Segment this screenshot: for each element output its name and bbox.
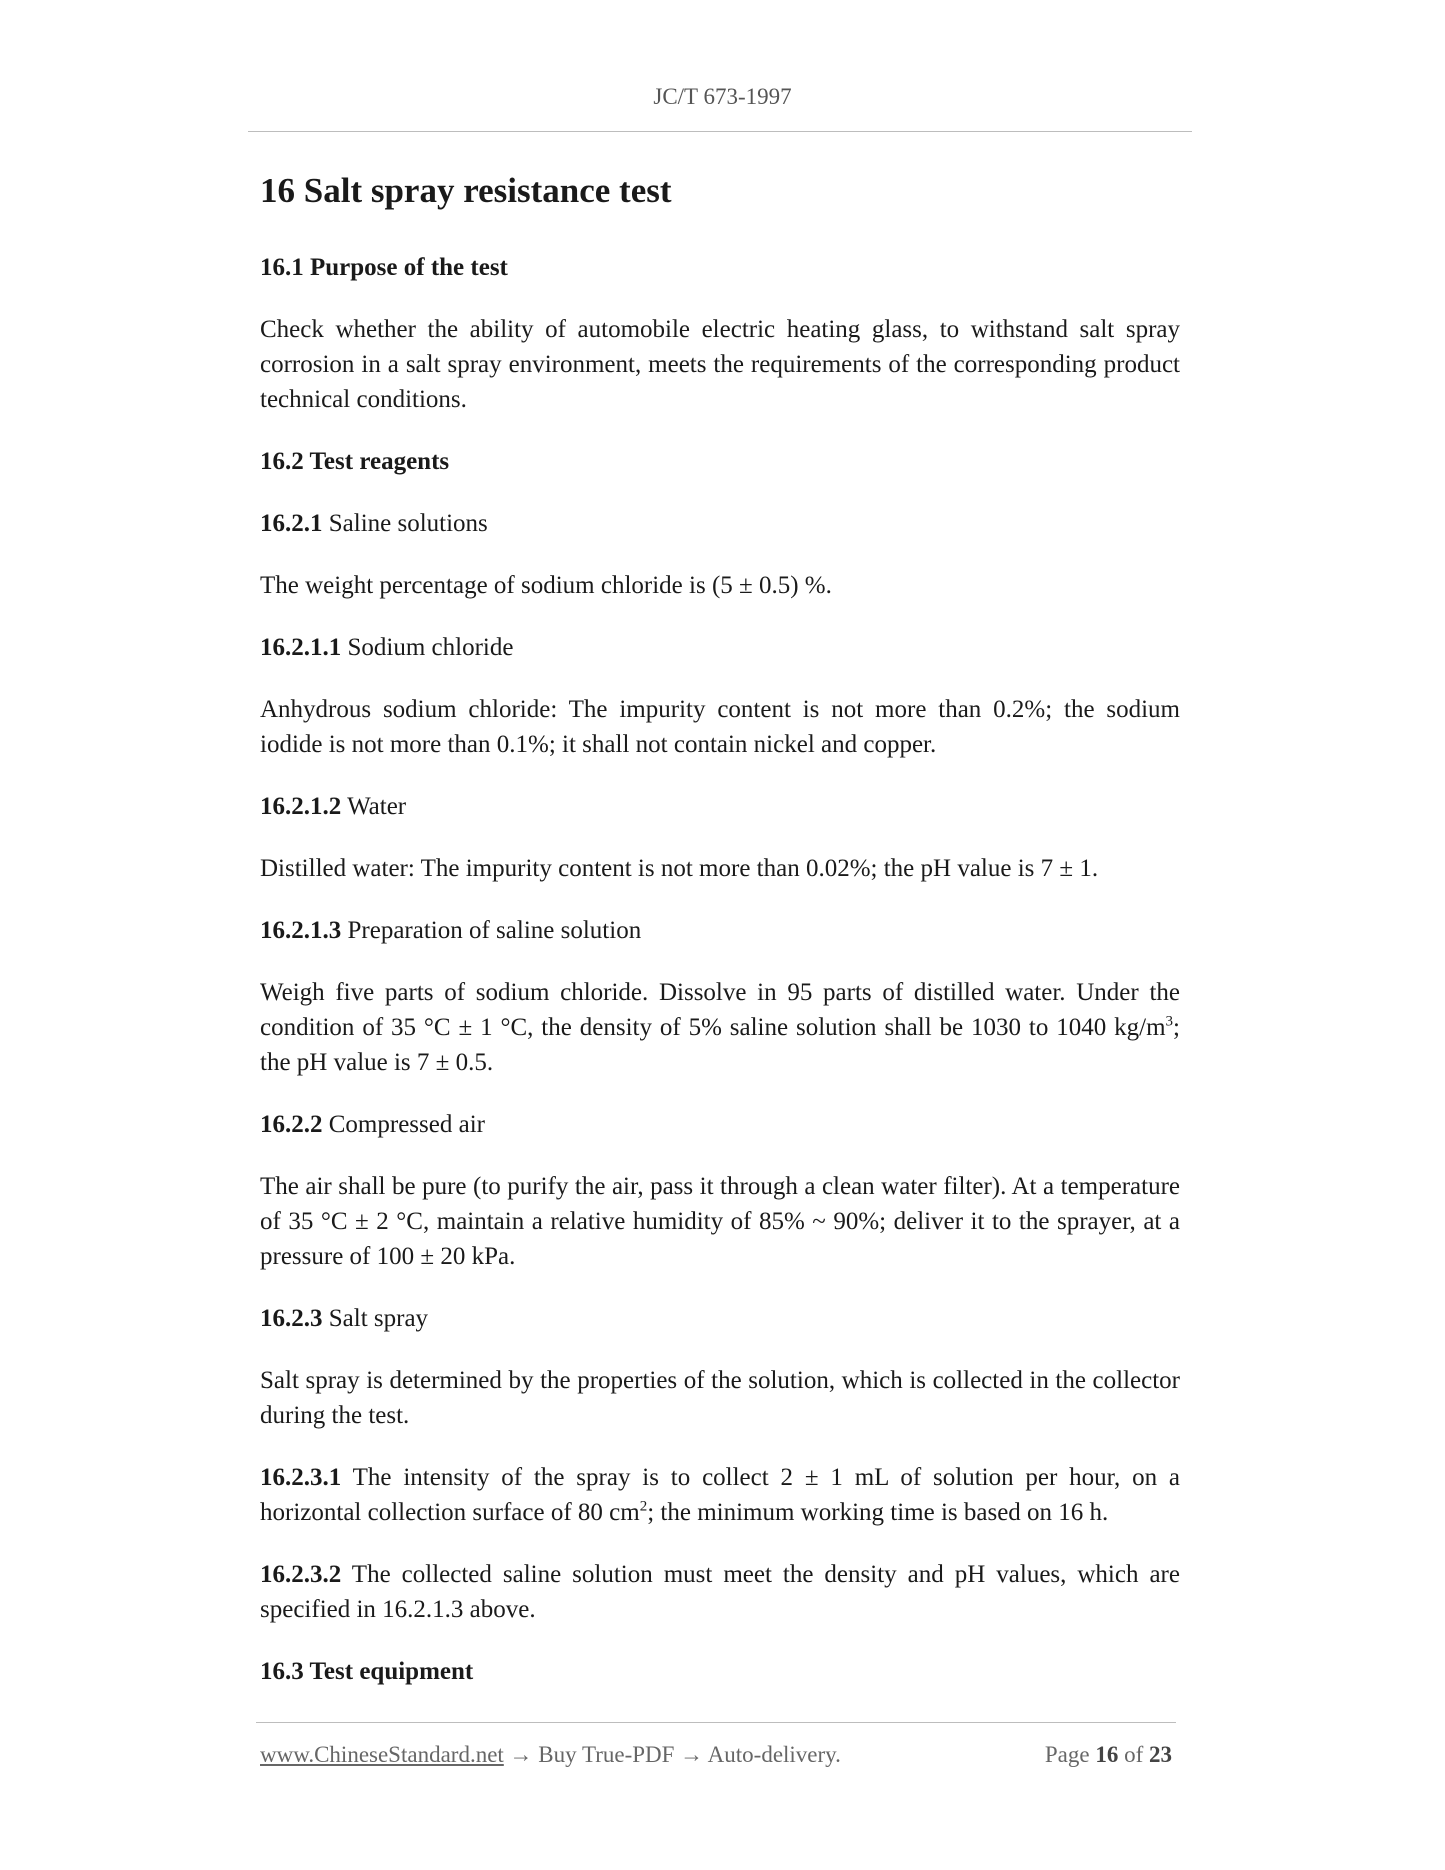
paragraph-16-2-3-2 [260,1557,1180,1627]
subheading-16-2-1 [260,506,1180,541]
superscript: 3 [1165,1013,1174,1030]
current-page: 16 [1095,1742,1119,1767]
page-label: Page [1044,1742,1090,1767]
subheading-16-2-3 [260,1301,1180,1336]
paragraph-text: The collected saline solution must meet the density and pH values, which are specified in 16.2.1.3 above. [260,1561,1180,1623]
superscript: 2 [639,1498,648,1515]
paragraph-16-2-3-1 [260,1460,1180,1530]
total-pages: 23 [1149,1742,1172,1767]
paragraph-text: Weigh five parts of sodium chloride. Dissolve in 95 parts of distilled water. Under the condition of 35 °C ± 1 °C, the density of 5% saline solution shall be 1030 to 1040 kg/m [260,979,1180,1041]
of-label: of [1124,1742,1144,1767]
paragraph-text: The intensity of the spray is to collect 2 ± 1 mL of solution per hour, on a horizontal collection surface of 80 cm [260,1464,1180,1526]
footer-divider [256,1722,1176,1723]
clause-title: Preparation of saline solution [347,917,642,944]
paragraph-16-2-2: The air shall be pure (to purify the air, pass it through a clean water filter). At a temperature of 35 °C ± 2 °C, maintain a relative humidity of 85% ~ 90%; deliver it to the sprayer, at a pressure of 100 ± 20 kPa. [260,1173,1180,1270]
subheading-16-2-2 [260,1107,1180,1142]
section-title: 16 Salt spray resistance test [260,171,672,210]
paragraph-text: ; the minimum working time is based on 16 h. [647,1499,1109,1526]
header-divider [248,131,1192,132]
clause-title: Water [347,793,407,820]
paragraph-16-2-1-2: Distilled water: The impurity content is not more than 0.02%; the pH value is 7 ± 1. [260,855,1099,882]
heading-16-2: 16.2 Test reagents [260,448,450,475]
page-footer [260,1742,1172,1768]
footer-left [260,1742,841,1768]
clause-number: 16.2.2 [260,1111,323,1138]
subheading-16-2-1-2 [260,789,1180,824]
website-link[interactable]: www.ChineseStandard.net [260,1742,504,1767]
subheading-16-2-1-1 [260,630,1180,665]
clause-number: 16.2.1.3 [260,917,342,944]
clause-number: 16.2.1 [260,510,323,537]
page-number [1045,1742,1172,1768]
document-body [260,170,1180,1716]
clause-number: 16.2.3 [260,1305,323,1332]
heading-16-1: 16.1 Purpose of the test [260,254,508,281]
paragraph-16-2-1: The weight percentage of sodium chloride is (5 ± 0.5) %. [260,572,832,599]
paragraph-16-2-1-3 [260,975,1180,1080]
paragraph-text: ; the pH value is 7 ± 0.5. [260,1014,1180,1076]
paragraph-16-2-1-1: Anhydrous sodium chloride: The impurity content is not more than 0.2%; the sodium iodide is not more than 0.1%; it shall not contain nickel and copper. [260,696,1180,758]
paragraph-16-2-3: Salt spray is determined by the properties of the solution, which is collected in the collector during the test. [260,1367,1180,1429]
heading-16-3: 16.3 Test equipment [260,1658,474,1685]
footer-tagline: → Buy True-PDF → Auto-delivery. [503,1742,841,1767]
clause-number: 16.2.1.2 [260,793,342,820]
subheading-16-2-1-3 [260,913,1180,948]
clause-number: 16.2.3.1 [260,1464,342,1491]
paragraph-16-1: Check whether the ability of automobile electric heating glass, to withstand salt spray corrosion in a salt spray environment, meets the requirements of the corresponding product technical conditions. [260,316,1180,413]
clause-title: Compressed air [328,1111,485,1138]
clause-title: Saline solutions [328,510,488,537]
clause-number: 16.2.1.1 [260,634,342,661]
page-header: JC/T 673-1997 [653,84,792,109]
clause-number: 16.2.3.2 [260,1561,342,1588]
clause-title: Sodium chloride [347,634,514,661]
clause-title: Salt spray [328,1305,429,1332]
